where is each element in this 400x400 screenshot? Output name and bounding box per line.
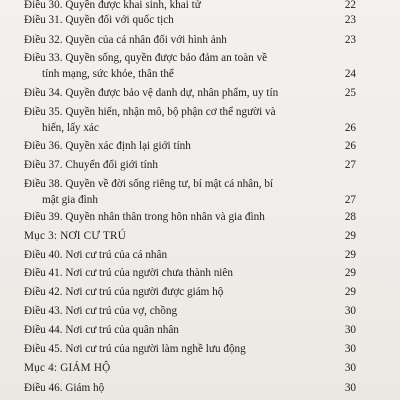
toc-page-number: 27	[344, 159, 356, 171]
toc-section-heading	[0, 228, 400, 245]
toc-page-number: 30	[344, 305, 356, 317]
toc-entry	[0, 247, 400, 264]
toc-entry-title: Điều 46. Giám hộ	[24, 382, 105, 394]
toc-page-number: 28	[344, 211, 356, 223]
toc-entry	[0, 50, 400, 84]
toc-page-number: 26	[344, 140, 356, 152]
toc-page-number: 22	[344, 0, 356, 11]
toc-entry-title: Điều 45. Nơi cư trú của người làm nghề lưu động	[24, 343, 246, 355]
toc-entry	[0, 380, 400, 397]
toc-entry-title: Điều 37. Chuyển đổi giới tính	[24, 159, 158, 171]
toc-page-number: 26	[344, 122, 356, 134]
toc-page-number: 27	[344, 194, 356, 206]
toc-entry-title: Điều 40. Nơi cư trú của cá nhân	[24, 249, 168, 261]
toc-entry	[0, 12, 400, 29]
toc-page-number: 29	[344, 230, 356, 242]
toc-entry	[0, 138, 400, 155]
toc-page-number: 30	[344, 343, 356, 355]
toc-entry	[0, 157, 400, 174]
toc-entry	[0, 303, 400, 320]
toc-page-number: 30	[344, 382, 356, 394]
toc-entry-title: Điều 33. Quyền sống, quyền được bảo đảm an toàn về	[24, 52, 268, 64]
toc-entry-title: Điều 39. Quyền nhân thân trong hôn nhân và gia đình	[24, 211, 265, 223]
toc-entry	[0, 32, 400, 49]
toc-entry-title: Điều 34. Quyền được bảo vệ danh dự, nhân phẩm, uy tín	[24, 87, 279, 99]
toc-entry-title: Mục 3: NƠI CƯ TRÚ	[24, 230, 126, 242]
toc-entry-title: Điều 38. Quyền về đời sống riêng tư, bí mật cá nhân, bí	[24, 178, 274, 190]
toc-entry-title: Điều 36. Quyền xác định lại giới tính	[24, 140, 191, 152]
toc-entry	[0, 265, 400, 282]
toc-entry-title-continuation: tính mạng, sức khỏe, thân thể	[42, 68, 174, 80]
toc-entry	[0, 209, 400, 226]
toc-entry-title-continuation: mật gia đình	[42, 194, 98, 206]
toc-page-number: 30	[344, 362, 356, 374]
toc-page-number: 25	[344, 87, 356, 99]
toc-page-number: 23	[344, 14, 356, 26]
toc-page-number: 30	[344, 324, 356, 336]
toc-page-number: 29	[344, 286, 356, 298]
toc-entry	[0, 341, 400, 358]
toc-entry-title: Điều 41. Nơi cư trú của người chưa thành niên	[24, 267, 233, 279]
toc-entry	[0, 176, 400, 210]
toc-entry-title: Điều 44. Nơi cư trú của quân nhân	[24, 324, 179, 336]
toc-entry-title: Điều 42. Nơi cư trú của người được giám hộ	[24, 286, 224, 298]
toc-entry	[0, 322, 400, 339]
toc-entry-title: Điều 30. Quyền được khai sinh, khai tử	[24, 0, 201, 11]
toc-page-number: 29	[344, 267, 356, 279]
toc-entry-title: Điều 31. Quyền đối với quốc tịch	[24, 14, 174, 26]
toc-entry-title: Điều 35. Quyền hiến, nhận mô, bộ phận cơ thể người và	[24, 106, 276, 118]
toc-entry-title: Điều 32. Quyền của cá nhân đối với hình ảnh	[24, 34, 227, 46]
toc-page-number: 29	[344, 249, 356, 261]
toc-section-heading	[0, 360, 400, 377]
toc-page-number: 23	[344, 34, 356, 46]
toc-entry	[0, 284, 400, 301]
toc-entry-title-continuation: hiến, lấy xác	[42, 122, 99, 134]
toc-entry	[0, 85, 400, 102]
toc-entry-title: Điều 43. Nơi cư trú của vợ, chồng	[24, 305, 178, 317]
toc-entry-title: Mục 4: GIÁM HỘ	[24, 362, 111, 374]
toc-entry	[0, 104, 400, 138]
toc-page-number: 24	[344, 68, 356, 80]
